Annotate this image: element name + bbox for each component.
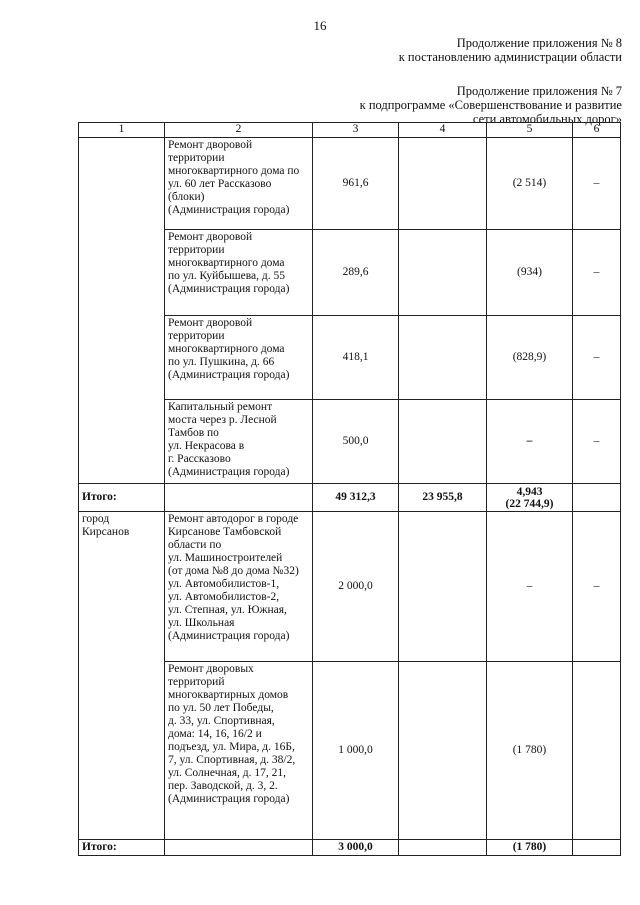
column-header-6: 6: [573, 123, 621, 138]
total-col5: (1 780): [487, 840, 573, 856]
row-col3: 2 000,0: [313, 512, 399, 662]
group1-city-cell: [79, 138, 165, 484]
appendix-7-line3: сети автомобильных дорог»: [472, 112, 622, 126]
total-col2: [165, 484, 313, 512]
row-description: Ремонт дворовой территории многоквартирного дома по ул. 60 лет Рассказово (блоки) (Администрация города): [165, 138, 313, 230]
total-col3: 49 312,3: [313, 484, 399, 512]
row-description: Ремонт автодорог в городе Кирсанове Тамбовской области по ул. Машиностроителей (от дома №8 до дома №32) ул. Автомобилистов-1, ул. Автомобилистов-2, ул. Степная, ул. Южная, ул. Школьная (Администрация города): [165, 512, 313, 662]
table-row: [79, 138, 621, 230]
row-col6: –: [573, 512, 621, 662]
appendix-7-header: [360, 84, 622, 126]
row-col3: 418,1: [313, 316, 399, 400]
row-col4: [399, 512, 487, 662]
column-header-row: [79, 123, 621, 138]
row-col3: 289,6: [313, 230, 399, 316]
row-col6: –: [573, 400, 621, 484]
page-number: 16: [313, 18, 327, 33]
row-col5: (2 514): [487, 138, 573, 230]
row-col3: 500,0: [313, 400, 399, 484]
row-col3: 961,6: [313, 138, 399, 230]
appendix-7-line1: Продолжение приложения № 7: [456, 84, 622, 98]
total-col2: [165, 840, 313, 856]
column-header-3: 3: [313, 123, 399, 138]
column-header-2: 2: [165, 123, 313, 138]
row-col5: (1 780): [487, 662, 573, 840]
row-description: Ремонт дворовых территорий многоквартирных домов по ул. 50 лет Победы, д. 33, ул. Спортивная, дома: 14, 16, 16/2 и подъезд, ул. Мира, д. 16Б, 7, ул. Спортивная, д. 38/2, ул. Солнечная, д. 17, 21, пер. Заводской, д. 3, 2. (Администрация города): [165, 662, 313, 840]
group2-city-cell: город Кирсанов: [79, 512, 165, 840]
row-description: Ремонт дворовой территории многоквартирного дома по ул. Куйбышева, д. 55 (Администрация города): [165, 230, 313, 316]
column-header-1: 1: [79, 123, 165, 138]
total-col6: [573, 840, 621, 856]
total-col5-line1: 4,943: [516, 485, 543, 498]
column-header-5: 5: [487, 123, 573, 138]
row-col6: –: [573, 138, 621, 230]
total-label: Итого:: [79, 840, 165, 856]
row-col6: [573, 662, 621, 840]
appendix-7-line2: к подпрограмме «Совершенствование и развитие: [359, 98, 622, 112]
row-col4: [399, 138, 487, 230]
row-col4: [399, 662, 487, 840]
row-col4: [399, 316, 487, 400]
row-col3: 1 000,0: [313, 662, 399, 840]
row-col5: –: [487, 400, 573, 484]
row-col4: [399, 230, 487, 316]
row-description: Капитальный ремонт моста через р. Лесной Тамбов по ул. Некрасова в г. Рассказово (Администрация города): [165, 400, 313, 484]
total-col5-line2: (22 744,9): [505, 497, 554, 510]
row-col4: [399, 400, 487, 484]
row-col5: (828,9): [487, 316, 573, 400]
appendix-8-line2: к постановлению администрации области: [398, 50, 622, 64]
total-col6: [573, 484, 621, 512]
table-row: [79, 512, 621, 662]
row-description: Ремонт дворовой территории многоквартирного дома по ул. Пушкина, д. 66 (Администрация города): [165, 316, 313, 400]
total-col4: 23 955,8: [399, 484, 487, 512]
total-row: [79, 840, 621, 856]
program-table: [78, 122, 621, 856]
row-col6: –: [573, 316, 621, 400]
row-col5: –: [487, 512, 573, 662]
row-col6: –: [573, 230, 621, 316]
appendix-8-header: [399, 36, 622, 64]
total-col5: [487, 484, 573, 512]
total-row: [79, 484, 621, 512]
total-col3: 3 000,0: [313, 840, 399, 856]
appendix-8-line1: Продолжение приложения № 8: [456, 36, 622, 50]
column-header-4: 4: [399, 123, 487, 138]
total-label: Итого:: [79, 484, 165, 512]
total-col4: [399, 840, 487, 856]
row-col5: (934): [487, 230, 573, 316]
